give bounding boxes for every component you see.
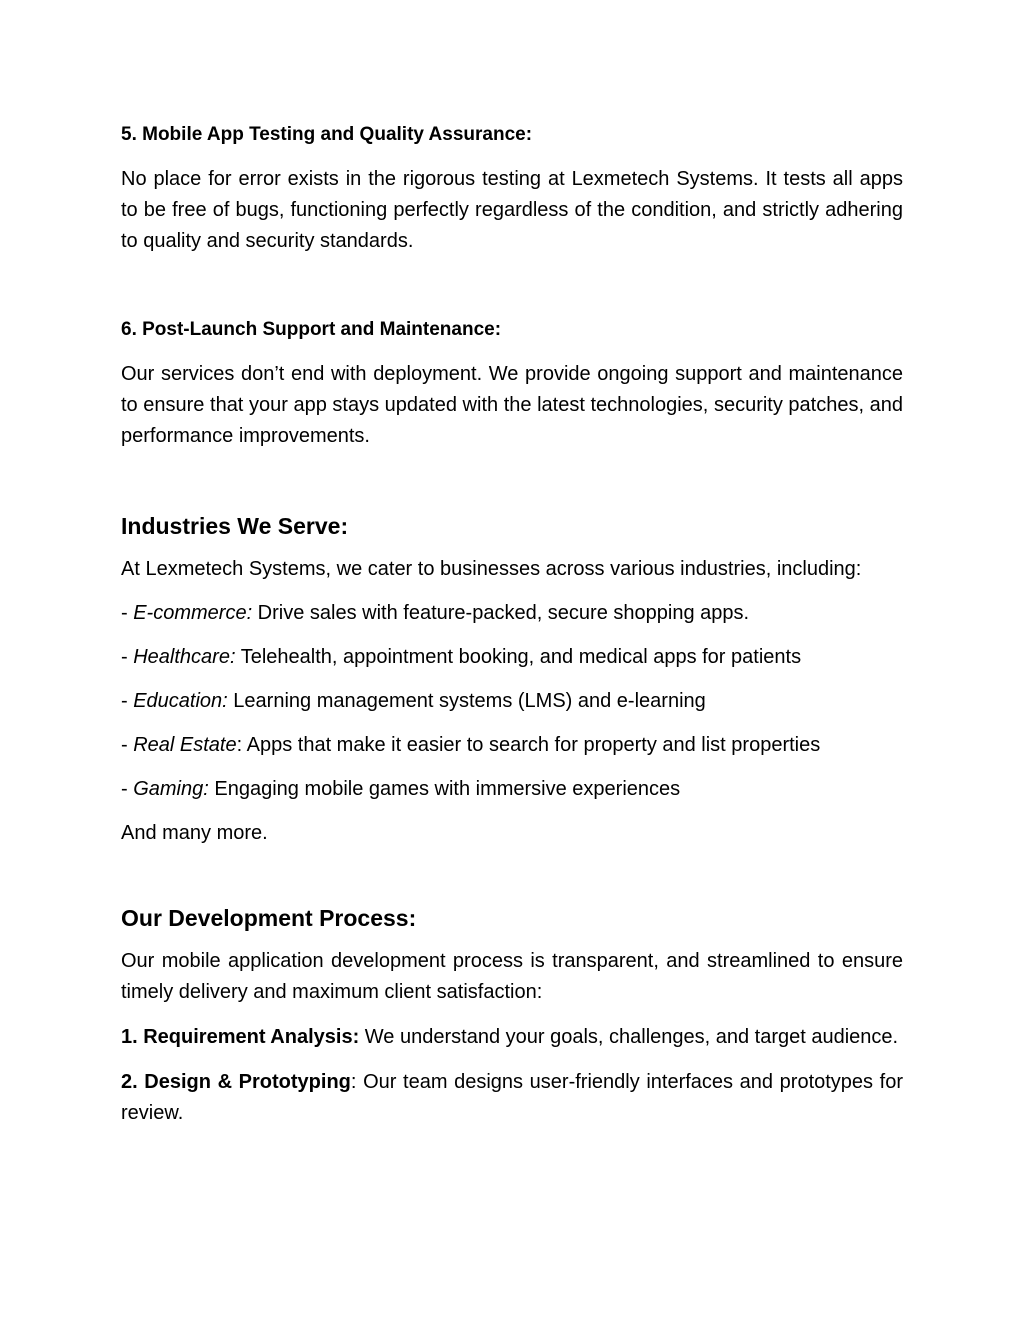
- industry-item-gaming: [121, 774, 903, 805]
- process-step-design-prototyping: [121, 1067, 903, 1129]
- spacer: [121, 862, 903, 902]
- industry-term: Real Estate: [133, 734, 237, 756]
- industry-prefix: -: [121, 646, 134, 668]
- industry-prefix: -: [121, 602, 134, 624]
- step-label: 2. Design & Prototyping: [121, 1071, 351, 1093]
- industries-intro: At Lexmetech Systems, we cater to businesses across various industries, including:: [121, 558, 862, 580]
- step-text: : Our team designs user-friendly interfaces and prototypes for review.: [121, 1071, 904, 1124]
- industry-text: : Apps that make it easier to search for property and list properties: [236, 734, 821, 756]
- industry-text: Engaging mobile games with immersive experiences: [208, 778, 681, 800]
- step-text: We understand your goals, challenges, and target audience.: [359, 1026, 899, 1048]
- section-body-testing: No place for error exists in the rigorous testing at Lexmetech Systems. It tests all apps to be free of bugs, functioning perfectly regardless of the condition, and strictly adhering to quality and security standards.: [121, 168, 903, 252]
- industry-item-education: [121, 686, 903, 717]
- industry-text: Learning management systems (LMS) and e-learning: [227, 690, 706, 712]
- industry-text: Drive sales with feature-packed, secure shopping apps.: [252, 602, 750, 624]
- step-label: 1. Requirement Analysis:: [121, 1026, 360, 1048]
- process-intro: Our mobile application development process is transparent, and streamlined to ensure timely delivery and maximum client satisfaction:: [121, 950, 903, 1003]
- industry-term: Healthcare:: [133, 646, 236, 668]
- spacer: [121, 466, 903, 510]
- section-heading-support: 6. Post-Launch Support and Maintenance:: [121, 319, 502, 340]
- industry-term: E-commerce:: [133, 602, 253, 624]
- industry-prefix: -: [121, 778, 134, 800]
- section-heading-process: Our Development Process:: [121, 905, 417, 931]
- industry-prefix: -: [121, 690, 134, 712]
- industry-prefix: -: [121, 734, 134, 756]
- industry-item-ecommerce: [121, 598, 903, 629]
- industry-term: Education:: [133, 690, 228, 712]
- process-step-requirement-analysis: [121, 1022, 903, 1053]
- section-heading-industries: Industries We Serve:: [121, 513, 349, 539]
- industry-term: Gaming:: [133, 778, 209, 800]
- section-body-support: Our services don’t end with deployment. We provide ongoing support and maintenance to ensure that your app stays updated with the latest technologies, security patches, and performance improvements.: [121, 363, 903, 447]
- industry-text: Telehealth, appointment booking, and medical apps for patients: [235, 646, 802, 668]
- industry-item-real-estate: [121, 730, 903, 761]
- section-heading-testing: 5. Mobile App Testing and Quality Assurance:: [121, 124, 533, 145]
- industries-outro: And many more.: [121, 822, 268, 844]
- document-page: [121, 120, 903, 1143]
- spacer: [121, 271, 903, 315]
- industry-item-healthcare: [121, 642, 903, 673]
